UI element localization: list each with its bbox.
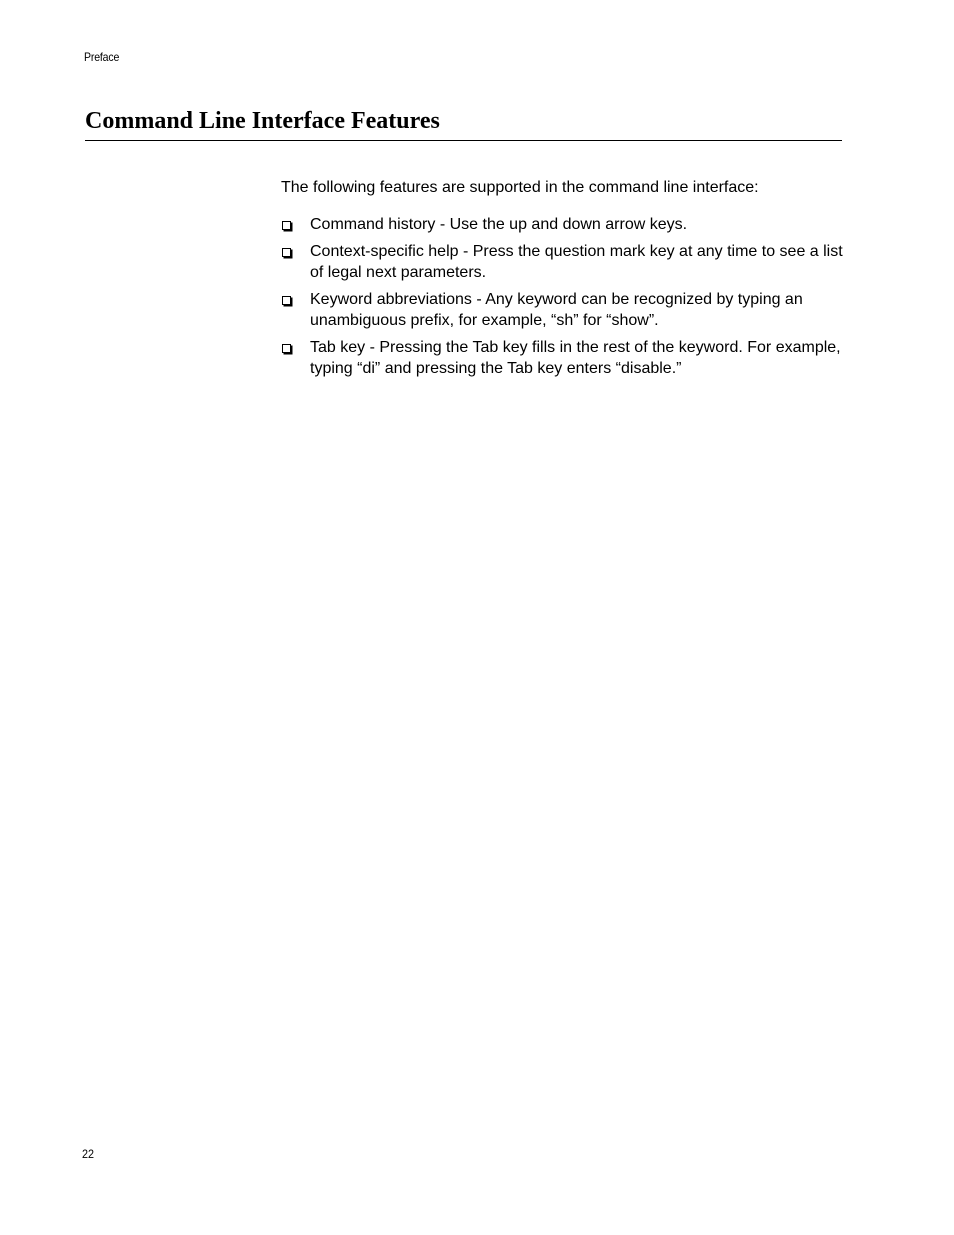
intro-paragraph: The following features are supported in the command line interface: (281, 179, 759, 196)
page-number: 22 (82, 1147, 95, 1161)
feature-list (281, 215, 846, 380)
section-title: Command Line Interface Features (85, 108, 440, 134)
list-item (281, 290, 846, 331)
list-item (281, 338, 846, 379)
checkbox-bullet-icon (282, 344, 291, 353)
feature-text: Tab key - Pressing the Tab key fills in the rest of the keyword. For example, typing “di” and pressing the Tab key enters “disable.” (310, 339, 841, 377)
feature-text: Keyword abbreviations - Any keyword can be recognized by typing an unambiguous prefix, for example, “sh” for “show”. (310, 291, 803, 329)
list-item (281, 215, 846, 236)
list-item (281, 242, 846, 283)
section-body (281, 178, 846, 386)
feature-text: Command history - Use the up and down arrow keys. (310, 215, 688, 233)
checkbox-bullet-icon (282, 248, 291, 257)
checkbox-bullet-icon (282, 221, 291, 230)
checkbox-bullet-icon (282, 296, 291, 305)
title-divider (85, 140, 842, 141)
running-header: Preface (84, 50, 120, 64)
feature-text: Context-specific help - Press the question mark key at any time to see a list of legal next parameters. (310, 243, 843, 281)
